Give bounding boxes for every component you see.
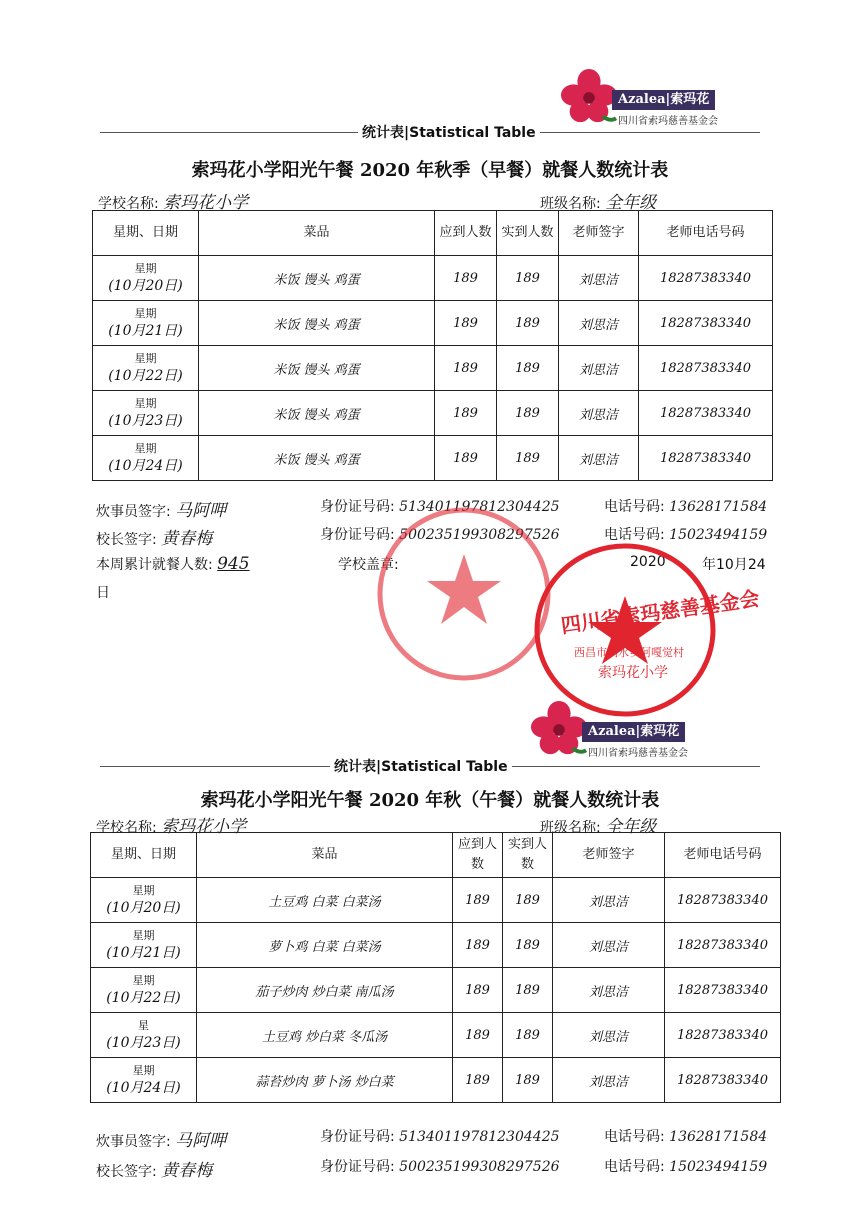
table-row: [91, 878, 781, 923]
cook-signature-field: [96, 496, 226, 521]
table-row: [93, 436, 773, 481]
cook-id-label: 身份证号码:: [320, 499, 395, 515]
expected-cell: 189: [453, 1058, 503, 1103]
weekday-label: 星期: [134, 441, 157, 455]
date-cell: [93, 301, 199, 346]
principal-id-label: 身份证号码:: [320, 1159, 395, 1175]
dish-cell: 萝卜鸡 白菜 白菜汤: [197, 923, 453, 968]
expected-cell: 189: [453, 968, 503, 1013]
principal-phone-value: 15023494159: [669, 527, 768, 543]
table-row: [91, 923, 781, 968]
dish-cell: 米饭 馒头 鸡蛋: [199, 391, 435, 436]
meal-count-table: [92, 210, 773, 481]
expected-cell: 189: [435, 346, 497, 391]
teacher-phone-cell: 18287383340: [665, 878, 781, 923]
principal-id-value: 500235199308297526: [399, 527, 560, 543]
expected-cell: 189: [435, 391, 497, 436]
actual-cell: 189: [497, 391, 559, 436]
cook-id-label: 身份证号码:: [320, 1129, 395, 1145]
date-day: 日: [96, 585, 110, 601]
expected-cell: 189: [453, 878, 503, 923]
header-phone: 老师电话号码: [639, 211, 773, 256]
header-actual: 实到人数: [503, 833, 553, 878]
weekday-label: 星期: [134, 261, 157, 275]
school-stamp-label: 学校盖章:: [338, 557, 399, 573]
cook-id-value: 513401197812304425: [399, 499, 560, 515]
table-header-row: [93, 211, 773, 256]
weekday-label: 星期: [132, 973, 155, 987]
teacher-signature-cell: 刘思洁: [553, 878, 665, 923]
table-row: [93, 256, 773, 301]
date-value: (10月22日): [108, 367, 183, 384]
teacher-signature-cell: 刘思洁: [553, 1058, 665, 1103]
cook-signature-label: 炊事员签字:: [96, 1134, 171, 1150]
brand-name: Azalea|索玛花: [612, 90, 715, 110]
cook-signature-value: 马阿呷: [175, 1131, 227, 1151]
principal-phone-field: [604, 1156, 767, 1176]
header-dish: 菜品: [199, 211, 435, 256]
school-name-value: 索玛花小学: [161, 817, 247, 837]
cook-signature-field: [96, 1126, 226, 1151]
principal-id-field: [320, 1156, 560, 1176]
teacher-phone-cell: 18287383340: [665, 1013, 781, 1058]
actual-cell: 189: [503, 878, 553, 923]
class-name-value: 全年级: [605, 817, 657, 837]
header-phone: 老师电话号码: [665, 833, 781, 878]
actual-cell: 189: [503, 1058, 553, 1103]
date-value: (10月24日): [106, 1079, 181, 1096]
dish-cell: 土豆鸡 白菜 白菜汤: [197, 878, 453, 923]
class-name-label: 班级名称:: [540, 820, 601, 836]
date-value: (10月23日): [108, 412, 183, 429]
cook-phone-value: 13628171584: [669, 499, 768, 515]
weekday-label: 星期: [132, 928, 155, 942]
principal-signature-value: 黄春梅: [161, 1161, 213, 1181]
teacher-signature-cell: 刘思洁: [559, 346, 639, 391]
table-row: [93, 301, 773, 346]
actual-cell: 189: [497, 256, 559, 301]
cook-id-value: 513401197812304425: [399, 1129, 560, 1145]
teacher-signature-cell: 刘思洁: [559, 301, 639, 346]
school-name-label: 学校名称:: [96, 820, 157, 836]
band-label: 统计表|Statistical Table: [358, 122, 540, 142]
teacher-phone-cell: 18287383340: [639, 301, 773, 346]
weekly-total-value: 945: [217, 554, 250, 574]
date-suffix: 年10月24: [702, 557, 766, 573]
header-expected: 应到人数: [435, 211, 497, 256]
date-value: (10月23日): [106, 1034, 181, 1051]
cook-signature-value: 马阿呷: [175, 501, 227, 521]
band-label: 统计表|Statistical Table: [330, 756, 512, 776]
weekly-total-label: 本周累计就餐人数:: [96, 557, 213, 573]
principal-phone-value: 15023494159: [669, 1159, 768, 1175]
dish-cell: 茄子炒肉 炒白菜 南瓜汤: [197, 968, 453, 1013]
date-cell: [93, 391, 199, 436]
school-name-label: 学校名称:: [98, 196, 159, 212]
date-cell: [93, 256, 199, 301]
principal-signature-field: [96, 1156, 212, 1181]
date-cell: [91, 878, 197, 923]
principal-signature-field: [96, 524, 212, 549]
weekday-label: 星期: [134, 396, 157, 410]
weekday-label: 星期: [132, 1063, 155, 1077]
teacher-signature-cell: 刘思洁: [559, 391, 639, 436]
dish-cell: 土豆鸡 炒白菜 冬瓜汤: [197, 1013, 453, 1058]
date-cell: [93, 346, 199, 391]
principal-id-value: 500235199308297526: [399, 1159, 560, 1175]
teacher-phone-cell: 18287383340: [639, 391, 773, 436]
azalea-flower-icon: [560, 68, 618, 126]
teacher-phone-cell: 18287383340: [665, 923, 781, 968]
table-row: [93, 346, 773, 391]
seal-school: 索玛花小学: [598, 665, 668, 681]
table-row: [91, 1013, 781, 1058]
header-date: 星期、日期: [91, 833, 197, 878]
table-row: [93, 391, 773, 436]
red-star-seal-icon: [376, 506, 552, 682]
date-value: (10月21日): [108, 322, 183, 339]
expected-cell: 189: [453, 923, 503, 968]
meal-count-table: [90, 832, 781, 1103]
weekday-label: 星期: [134, 351, 157, 365]
cook-id-field: [320, 1126, 560, 1146]
seal-text: 四川省索玛慈善基金会: [559, 586, 761, 638]
actual-cell: 189: [503, 968, 553, 1013]
principal-phone-label: 电话号码:: [604, 527, 665, 543]
dish-cell: 蒜苔炒肉 萝卜汤 炒白菜: [197, 1058, 453, 1103]
dish-cell: 米饭 馒头 鸡蛋: [199, 436, 435, 481]
class-name-value: 全年级: [605, 193, 657, 213]
date-cell: [91, 923, 197, 968]
teacher-phone-cell: 18287383340: [665, 1058, 781, 1103]
teacher-signature-cell: 刘思洁: [559, 256, 639, 301]
date-cell: [93, 436, 199, 481]
expected-cell: 189: [435, 256, 497, 301]
principal-signature-label: 校长签字:: [96, 532, 157, 548]
actual-cell: 189: [503, 923, 553, 968]
seal-sub: 西昌市响水乡阿嘎觉村: [574, 646, 684, 659]
header-expected: 应到人数: [453, 833, 503, 878]
header-teacher: 老师签字: [559, 211, 639, 256]
date-value: (10月21日): [106, 944, 181, 961]
school-name-value: 索玛花小学: [163, 193, 249, 213]
actual-cell: 189: [497, 346, 559, 391]
teacher-phone-cell: 18287383340: [665, 968, 781, 1013]
cook-phone-label: 电话号码:: [604, 499, 665, 515]
date-value: (10月20日): [106, 899, 181, 916]
date-year: 2020: [630, 554, 666, 570]
cook-phone-label: 电话号码:: [604, 1129, 665, 1145]
date-value: (10月22日): [106, 989, 181, 1006]
teacher-signature-cell: 刘思洁: [553, 1013, 665, 1058]
table-row: [91, 1058, 781, 1103]
actual-cell: 189: [503, 1013, 553, 1058]
cook-signature-label: 炊事员签字:: [96, 504, 171, 520]
header-teacher: 老师签字: [553, 833, 665, 878]
weekday-label: 星期: [134, 306, 157, 320]
azalea-flower-icon: [530, 700, 588, 758]
header-date: 星期、日期: [93, 211, 199, 256]
sheet-title: 索玛花小学阳光午餐 2020 年秋季（早餐）就餐人数统计表: [191, 160, 669, 181]
actual-cell: 189: [497, 436, 559, 481]
teacher-phone-cell: 18287383340: [639, 256, 773, 301]
expected-cell: 189: [435, 301, 497, 346]
brand-subtitle: 四川省索玛慈善基金会: [618, 116, 718, 127]
brand-name: Azalea|索玛花: [582, 722, 685, 742]
cook-phone-value: 13628171584: [669, 1129, 768, 1145]
cook-phone-field: [604, 1126, 767, 1146]
date-cell: [91, 1058, 197, 1103]
date-value: (10月20日): [108, 277, 183, 294]
dish-cell: 米饭 馒头 鸡蛋: [199, 256, 435, 301]
table-header-row: [91, 833, 781, 878]
date-cell: [91, 968, 197, 1013]
brand-subtitle: 四川省索玛慈善基金会: [588, 748, 688, 759]
expected-cell: 189: [453, 1013, 503, 1058]
weekday-label: 星: [138, 1018, 149, 1032]
header-actual: 实到人数: [497, 211, 559, 256]
weekly-total-field: [96, 554, 250, 574]
date-value: (10月24日): [108, 457, 183, 474]
principal-id-label: 身份证号码:: [320, 527, 395, 543]
teacher-signature-cell: 刘思洁: [553, 968, 665, 1013]
header-dish: 菜品: [197, 833, 453, 878]
teacher-phone-cell: 18287383340: [639, 346, 773, 391]
sheet-title: 索玛花小学阳光午餐 2020 年秋（午餐）就餐人数统计表: [200, 790, 660, 811]
teacher-phone-cell: 18287383340: [639, 436, 773, 481]
dish-cell: 米饭 馒头 鸡蛋: [199, 301, 435, 346]
weekday-label: 星期: [132, 883, 155, 897]
table-row: [91, 968, 781, 1013]
principal-signature-label: 校长签字:: [96, 1164, 157, 1180]
teacher-signature-cell: 刘思洁: [553, 923, 665, 968]
expected-cell: 189: [435, 436, 497, 481]
principal-phone-label: 电话号码:: [604, 1159, 665, 1175]
principal-signature-value: 黄春梅: [161, 529, 213, 549]
class-name-label: 班级名称:: [540, 196, 601, 212]
cook-phone-field: [604, 496, 767, 516]
dish-cell: 米饭 馒头 鸡蛋: [199, 346, 435, 391]
actual-cell: 189: [497, 301, 559, 346]
teacher-signature-cell: 刘思洁: [559, 436, 639, 481]
date-cell: [91, 1013, 197, 1058]
